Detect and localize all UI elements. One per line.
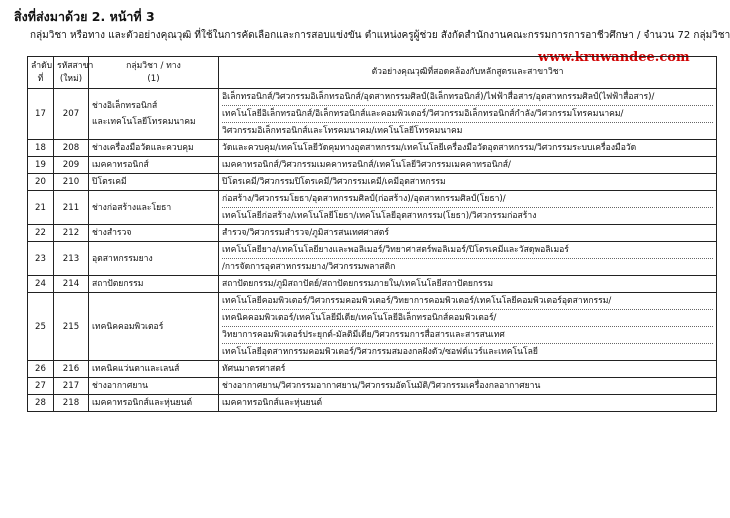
row-code: 208 — [54, 140, 89, 157]
table-row — [28, 378, 717, 395]
row-code: 213 — [54, 242, 89, 276]
subject-group-line: ช่างสำรวจ — [92, 228, 132, 238]
row-subject-group — [89, 89, 219, 140]
qualification-line: เทคโนโลยีก่อสร้าง/เทคโนโลยีโยธา/เทคโนโลยีอุตสาหกรรม(โยธา)/วิศวกรรมก่อสร้าง — [222, 211, 537, 221]
subject-group-line: เทคนิคแว่นตาและเลนส์ — [92, 364, 180, 374]
row-code: 214 — [54, 276, 89, 293]
row-code: 215 — [54, 293, 89, 361]
row-number: 24 — [28, 276, 54, 293]
qualification-table — [27, 56, 717, 412]
row-code: 218 — [54, 395, 89, 412]
row-subject-group — [89, 225, 219, 242]
row-subject-group — [89, 140, 219, 157]
qualification-line: ปิโตรเคมี/วิศวกรรมปิโตรเคมี/วิศวกรรมเคมี/เคมีอุตสาหกรรม — [222, 177, 446, 187]
row-number: 23 — [28, 242, 54, 276]
subject-group-line: สถาปัตยกรรม — [92, 279, 144, 289]
row-subject-group — [89, 174, 219, 191]
document-subheader: กลุ่มวิชา หรือทาง และตัวอย่างคุณวุฒิ ที่ใช้ในการคัดเลือกและการสอบแข่งขัน ตำแหน่งครูผู้ช่วย สังกัดสำนักงานคณะกรรมการการอาชีวศึกษา / จำนวน 72 กลุ่มวิชา — [30, 30, 730, 41]
row-qualification-examples — [219, 191, 717, 225]
subject-group-line: อุตสาหกรรมยาง — [92, 253, 153, 264]
row-qualification-examples — [219, 89, 717, 140]
row-number: 20 — [28, 174, 54, 191]
row-code: 212 — [54, 225, 89, 242]
row-subject-group — [89, 293, 219, 361]
table-row — [28, 395, 717, 412]
row-subject-group — [89, 157, 219, 174]
qualification-line: เทคนิคคอมพิวเตอร์/เทคโนโลยีมีเดีย/เทคโนโลยีอิเล็กทรอนิกส์คอมพิวเตอร์/ — [222, 310, 713, 327]
subject-group-line: ช่างเครื่องมือวัดและควบคุม — [92, 143, 194, 153]
subject-group-line: เมคคาทรอนิกส์และหุ่นยนต์ — [92, 398, 193, 408]
row-number: 19 — [28, 157, 54, 174]
row-code: 210 — [54, 174, 89, 191]
row-number: 17 — [28, 89, 54, 140]
qualification-line: ช่างอากาศยาน/วิศวกรรมอากาศยาน/วิศวกรรมอัตโนมัติ/วิศวกรรมเครื่องกลอากาศยาน — [222, 381, 541, 391]
table-header-row — [28, 57, 717, 89]
row-code: 207 — [54, 89, 89, 140]
qualification-line: เทคโนโลยีอิเล็กทรอนิกส์/อิเล็กทรอนิกส์และคอมพิวเตอร์/วิศวกรรมอิเล็กทรอนิกส์กำลัง/วิศวกรรมโทรคมนาคม/ — [222, 106, 713, 123]
row-number: 25 — [28, 293, 54, 361]
row-qualification-examples — [219, 157, 717, 174]
qualification-line: สำรวจ/วิศวกรรมสำรวจ/ภูมิสารสนเทศศาสตร์ — [222, 228, 390, 238]
row-subject-group — [89, 395, 219, 412]
table-row — [28, 89, 717, 140]
watermark-url: www.kruwandee.com — [538, 50, 690, 65]
table-row — [28, 225, 717, 242]
header-no: ลำดับที่ — [28, 57, 54, 89]
header-code-line: (ใหม่) — [59, 73, 83, 84]
row-number: 27 — [28, 378, 54, 395]
qualification-line: วัดและควบคุม/เทคโนโลยีวัดคุมทางอุตสาหกรรม/เทคโนโลยีเครื่องมือวัดอุตสาหกรรม/วิศวกรรมระบบเครื่องมือวัด — [222, 143, 637, 153]
row-subject-group — [89, 378, 219, 395]
row-qualification-examples — [219, 174, 717, 191]
row-code: 217 — [54, 378, 89, 395]
row-subject-group — [89, 361, 219, 378]
header-examples: ตัวอย่างคุณวุฒิที่สอดคล้องกับหลักสูตรและสาขาวิชา — [219, 57, 717, 89]
row-number: 18 — [28, 140, 54, 157]
qualification-line: ทัศนมาตรศาสตร์ — [222, 364, 286, 374]
row-number: 26 — [28, 361, 54, 378]
row-number: 22 — [28, 225, 54, 242]
row-subject-group — [89, 191, 219, 225]
qualification-line: เทคโนโลยีคอมพิวเตอร์/วิศวกรรมคอมพิวเตอร์/วิทยาการคอมพิวเตอร์/เทคโนโลยีคอมพิวเตอร์อุตสาหกรรม/ — [222, 293, 713, 310]
qualification-line: สถาปัตยกรรม/ภูมิสถาปัตย์/สถาปัตยกรรมภายใน/เทคโนโลยีสถาปัตยกรรม — [222, 279, 494, 289]
qualification-line: เมคคาทรอนิกส์/วิศวกรรมเมคคาทรอนิกส์/เทคโนโลยีวิศวกรรมเมคคาทรอนิกส์/ — [222, 160, 511, 170]
table-body — [28, 89, 717, 412]
subject-group-line: ช่างอากาศยาน — [92, 381, 149, 391]
qualification-line: เมคคาทรอนิกส์และหุ่นยนต์ — [222, 398, 323, 408]
row-code: 216 — [54, 361, 89, 378]
row-qualification-examples — [219, 395, 717, 412]
header-name-line: กลุ่มวิชา / ทาง — [126, 60, 181, 71]
row-code: 209 — [54, 157, 89, 174]
row-qualification-examples — [219, 242, 717, 276]
table-row — [28, 276, 717, 293]
qualification-line: /การจัดการอุตสาหกรรมยาง/วิศวกรรมพลาสติก — [222, 262, 396, 272]
row-qualification-examples — [219, 276, 717, 293]
row-qualification-examples — [219, 293, 717, 361]
header-name — [89, 57, 219, 89]
subject-group-line: ช่างก่อสร้างและโยธา — [92, 202, 172, 213]
qualification-line: เทคโนโลยีอุตสาหกรรมคอมพิวเตอร์/วิศวกรรมสมองกลฝังตัว/ซอฟต์แวร์และเทคโนโลยี — [222, 347, 538, 357]
row-number: 21 — [28, 191, 54, 225]
qualification-line: เทคโนโลยียาง/เทคโนโลยียางและพอลิเมอร์/วิทยาศาสตร์พอลิเมอร์/ปิโตรเคมีและวัสดุพอลิเมอร์ — [222, 242, 713, 259]
row-subject-group — [89, 242, 219, 276]
header-code — [54, 57, 94, 89]
qualification-line: วิศวกรรมอิเล็กทรอนิกส์และโทรคมนาคม/เทคโนโลยีโทรคมนาคม — [222, 126, 463, 136]
qualification-line: วิทยาการคอมพิวเตอร์ประยุกต์-มัลติมีเดีย/วิศวกรรมการสื่อสารและสารสนเทศ — [222, 327, 713, 344]
table-row — [28, 293, 717, 361]
table-row — [28, 361, 717, 378]
table-row — [28, 242, 717, 276]
row-qualification-examples — [219, 378, 717, 395]
table-row — [28, 174, 717, 191]
row-number: 28 — [28, 395, 54, 412]
subject-group-line: ช่างอิเล็กทรอนิกส์ — [92, 101, 158, 111]
row-qualification-examples — [219, 225, 717, 242]
subject-group-line: เมคคาทรอนิกส์ — [92, 160, 149, 170]
document-header: สิ่งที่ส่งมาด้วย 2. หน้าที่ 3 — [14, 9, 155, 24]
row-subject-group — [89, 276, 219, 293]
row-qualification-examples — [219, 140, 717, 157]
qualification-line: อิเล็กทรอนิกส์/วิศวกรรมอิเล็กทรอนิกส์/อุตสาหกรรมศิลป์(อิเล็กทรอนิกส์)/ไฟฟ้าสื่อสาร/อุตสาหกรรมศิลป์(ไฟฟ้าสื่อสาร)/ — [222, 89, 713, 106]
table-row — [28, 140, 717, 157]
table-row — [28, 191, 717, 225]
subject-group-line: และเทคโนโลยีโทรคมนาคม — [92, 117, 196, 127]
qualification-line: ก่อสร้าง/วิศวกรรมโยธา/อุตสาหกรรมศิลป์(ก่อสร้าง)/อุตสาหกรรมศิลป์(โยธา)/ — [222, 191, 713, 208]
subject-group-line: ปิโตรเคมี — [92, 177, 127, 187]
header-code-line: รหัสสาขา — [57, 60, 94, 71]
header-name-line: (1) — [147, 73, 160, 84]
subject-group-line: เทคนิคคอมพิวเตอร์ — [92, 321, 164, 332]
row-code: 211 — [54, 191, 89, 225]
row-qualification-examples — [219, 361, 717, 378]
table-row — [28, 157, 717, 174]
